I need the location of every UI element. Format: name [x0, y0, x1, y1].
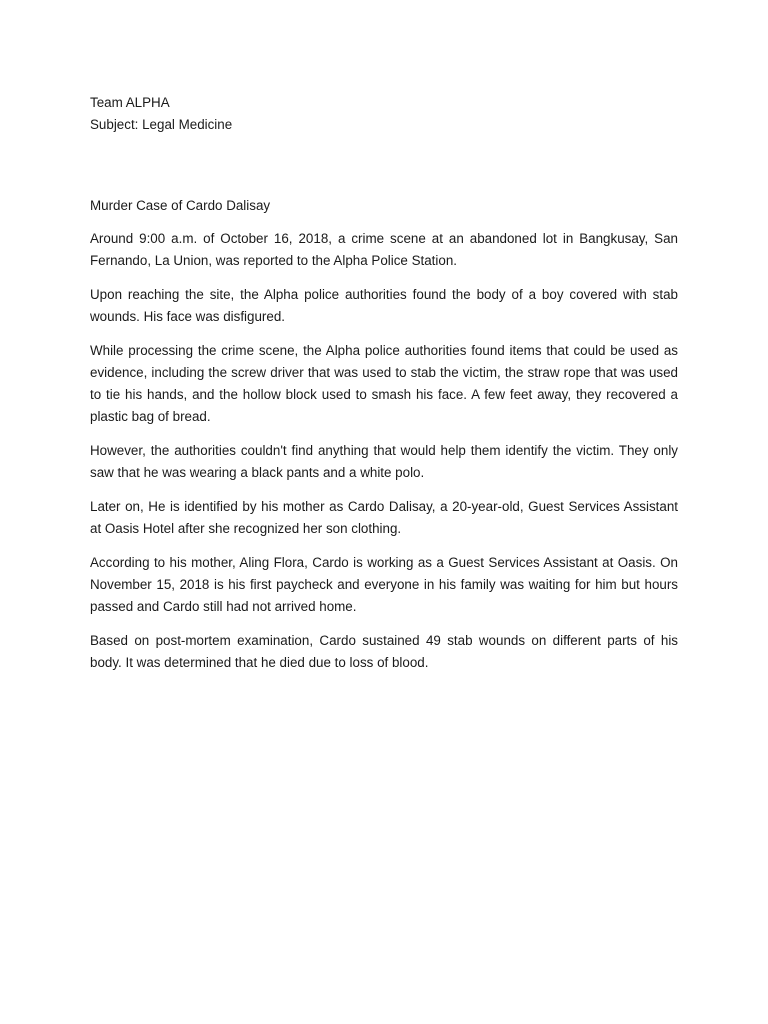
paragraph-evidence: While processing the crime scene, the Alpha police authorities found items that could be used as evidence, including the screw driver that was used to stab the victim, the straw rope that was used to tie his hands, and the hollow block used to smash his face. A few feet away, they recovered a plastic bag of bread. [90, 343, 678, 424]
paragraph-identification: Later on, He is identified by his mother as Cardo Dalisay, a 20-year-old, Guest Services Assistant at Oasis Hotel after she recognized her son clothing. [90, 499, 678, 536]
paragraph-post-mortem: Based on post-mortem examination, Cardo sustained 49 stab wounds on different parts of his body. It was determined that he died due to loss of blood. [90, 633, 678, 670]
paragraph-report: Around 9:00 a.m. of October 16, 2018, a crime scene at an abandoned lot in Bangkusay, San Fernando, La Union, was reported to the Alpha Police Station. [90, 231, 678, 268]
paragraph-identification-attempt: However, the authorities couldn't find anything that would help them identify the victim. They only saw that he was wearing a black pants and a white polo. [90, 443, 678, 480]
document-title: Murder Case of Cardo Dalisay [90, 198, 271, 213]
paragraph-mother-statement: According to his mother, Aling Flora, Cardo is working as a Guest Services Assistant at Oasis. On November 15, 2018 is his first paycheck and everyone in his family was waiting for him but hours passed and Cardo still had not arrived home. [90, 555, 678, 614]
document-body [90, 92, 678, 674]
paragraph-discovery: Upon reaching the site, the Alpha police authorities found the body of a boy covered with stab wounds. His face was disfigured. [90, 287, 678, 324]
subject-line: Subject: Legal Medicine [90, 117, 233, 132]
team-name: Team ALPHA [90, 95, 170, 110]
